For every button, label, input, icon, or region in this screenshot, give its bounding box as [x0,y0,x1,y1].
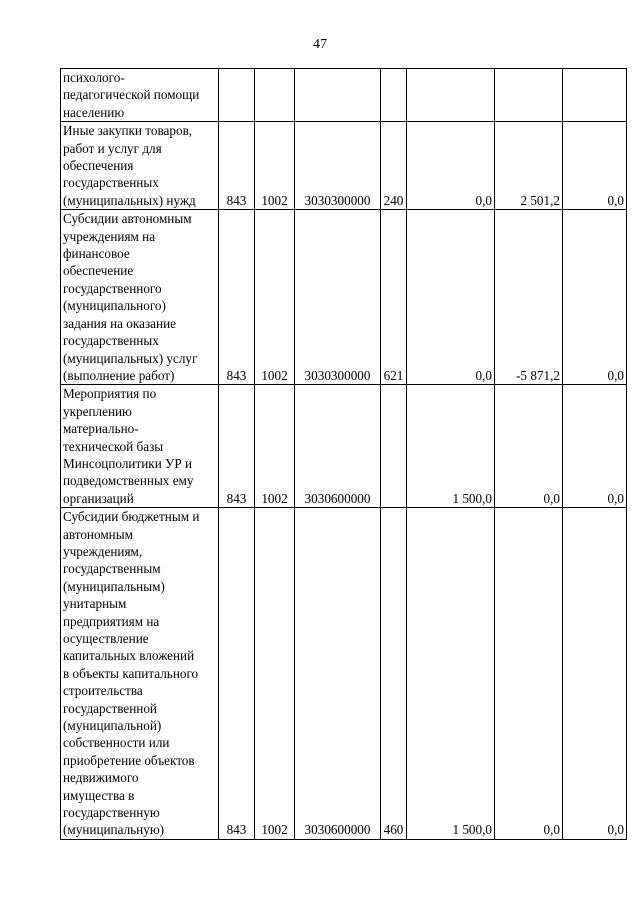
admin-code-cell: 843 [219,210,255,385]
row-name-line: государственных [63,175,159,191]
target-code-cell: 3030300000 [295,122,381,210]
row-name-line: Минсоцполитики УР и [63,455,193,471]
row-name-line: материально- [63,421,139,437]
page-number: 47 [313,37,327,52]
admin-code-cell [219,69,255,122]
row-name-line: (выполнение работ) [63,367,175,383]
section-code-cell [255,69,295,122]
row-name-line: государственным [63,561,161,577]
amount-cell-2 [495,69,563,122]
amount-cell-3: 0,0 [563,122,627,210]
amount-cell-1: 0,0 [407,122,495,210]
row-name-line: обеспечения [63,158,134,174]
row-name-line: педагогической помощи [63,87,200,103]
amount-cell-2: 0,0 [495,385,563,508]
row-name-line: укреплению [63,403,132,419]
amount-cell-3: 0,0 [563,210,627,385]
table-row [61,385,627,508]
row-name-line: Субсидии бюджетным и [63,509,200,525]
row-name-line: подведомственных ему [63,473,194,489]
row-name-line: автономным [63,526,133,542]
row-name-line: унитарным [63,596,127,612]
row-name-line: организаций [63,490,134,506]
amount-cell-2: 2 501,2 [495,122,563,210]
row-name-line: работ и услуг для [63,140,162,156]
amount-cell-1: 1 500,0 [407,385,495,508]
expense-type-cell: 460 [381,508,407,840]
row-name-line: (муниципальным) [63,578,165,594]
amount-cell-1 [407,69,495,122]
expense-type-cell [381,69,407,122]
amount-cell-3: 0,0 [563,385,627,508]
table-row [61,69,627,122]
row-name-cell [61,210,219,385]
row-name-line: (муниципальных) нужд [63,192,196,208]
row-name-line: государственного [63,280,162,296]
amount-cell-1: 1 500,0 [407,508,495,840]
row-name-line: осуществление [63,631,149,646]
row-name-line: в объекты капитального [63,665,199,681]
budget-table [60,68,627,840]
row-name-line: предприятиям на [63,613,160,629]
row-name-cell [61,122,219,210]
section-code-cell: 1002 [255,122,295,210]
expense-type-cell: 240 [381,122,407,210]
table-row [61,508,627,840]
row-name-line: недвижимого [63,770,139,786]
row-name-line: населению [63,104,125,120]
row-name-line: Субсидии автономным [63,211,192,227]
row-name-line: задания на оказание [63,315,176,331]
amount-cell-3 [563,69,627,122]
row-name-line: государственной [63,700,157,716]
row-name-line: капитальных вложений [63,648,195,664]
admin-code-cell: 843 [219,385,255,508]
amount-cell-2: -5 871,2 [495,210,563,385]
row-name-line: (муниципального) [63,298,166,314]
row-name-line: имущества в [63,787,135,803]
target-code-cell: 3030600000 [295,385,381,508]
admin-code-cell: 843 [219,122,255,210]
row-name-line: государственную [63,805,160,821]
row-name-line: финансовое [63,246,130,262]
section-code-cell: 1002 [255,508,295,840]
target-code-cell: 3030300000 [295,210,381,385]
row-name-line: Иные закупки товаров, [63,123,193,139]
amount-cell-2: 0,0 [495,508,563,840]
expense-type-cell: 621 [381,210,407,385]
row-name-line: Мероприятия по [63,386,157,402]
target-code-cell: 3030600000 [295,508,381,840]
row-name-line: (муниципальной) [63,718,162,734]
table-row [61,122,627,210]
row-name-cell [61,69,219,122]
row-name-line: приобретение объектов [63,752,195,768]
target-code-cell [295,69,381,122]
row-name-line: психолого- [63,70,125,85]
section-code-cell: 1002 [255,385,295,508]
amount-cell-3: 0,0 [563,508,627,840]
row-name-line: собственности или [63,735,170,751]
row-name-cell [61,508,219,840]
row-name-line: (муниципальную) [63,822,165,838]
row-name-line: учреждениям на [63,228,156,244]
admin-code-cell: 843 [219,508,255,840]
row-name-line: государственных [63,333,159,349]
row-name-line: обеспечение [63,263,134,279]
row-name-line: технической базы [63,438,164,454]
row-name-line: (муниципальных) услуг [63,350,198,366]
row-name-line: строительства [63,683,143,699]
table-row [61,210,627,385]
row-name-line: учреждениям, [63,543,143,559]
amount-cell-1: 0,0 [407,210,495,385]
expense-type-cell [381,385,407,508]
section-code-cell: 1002 [255,210,295,385]
row-name-cell [61,385,219,508]
